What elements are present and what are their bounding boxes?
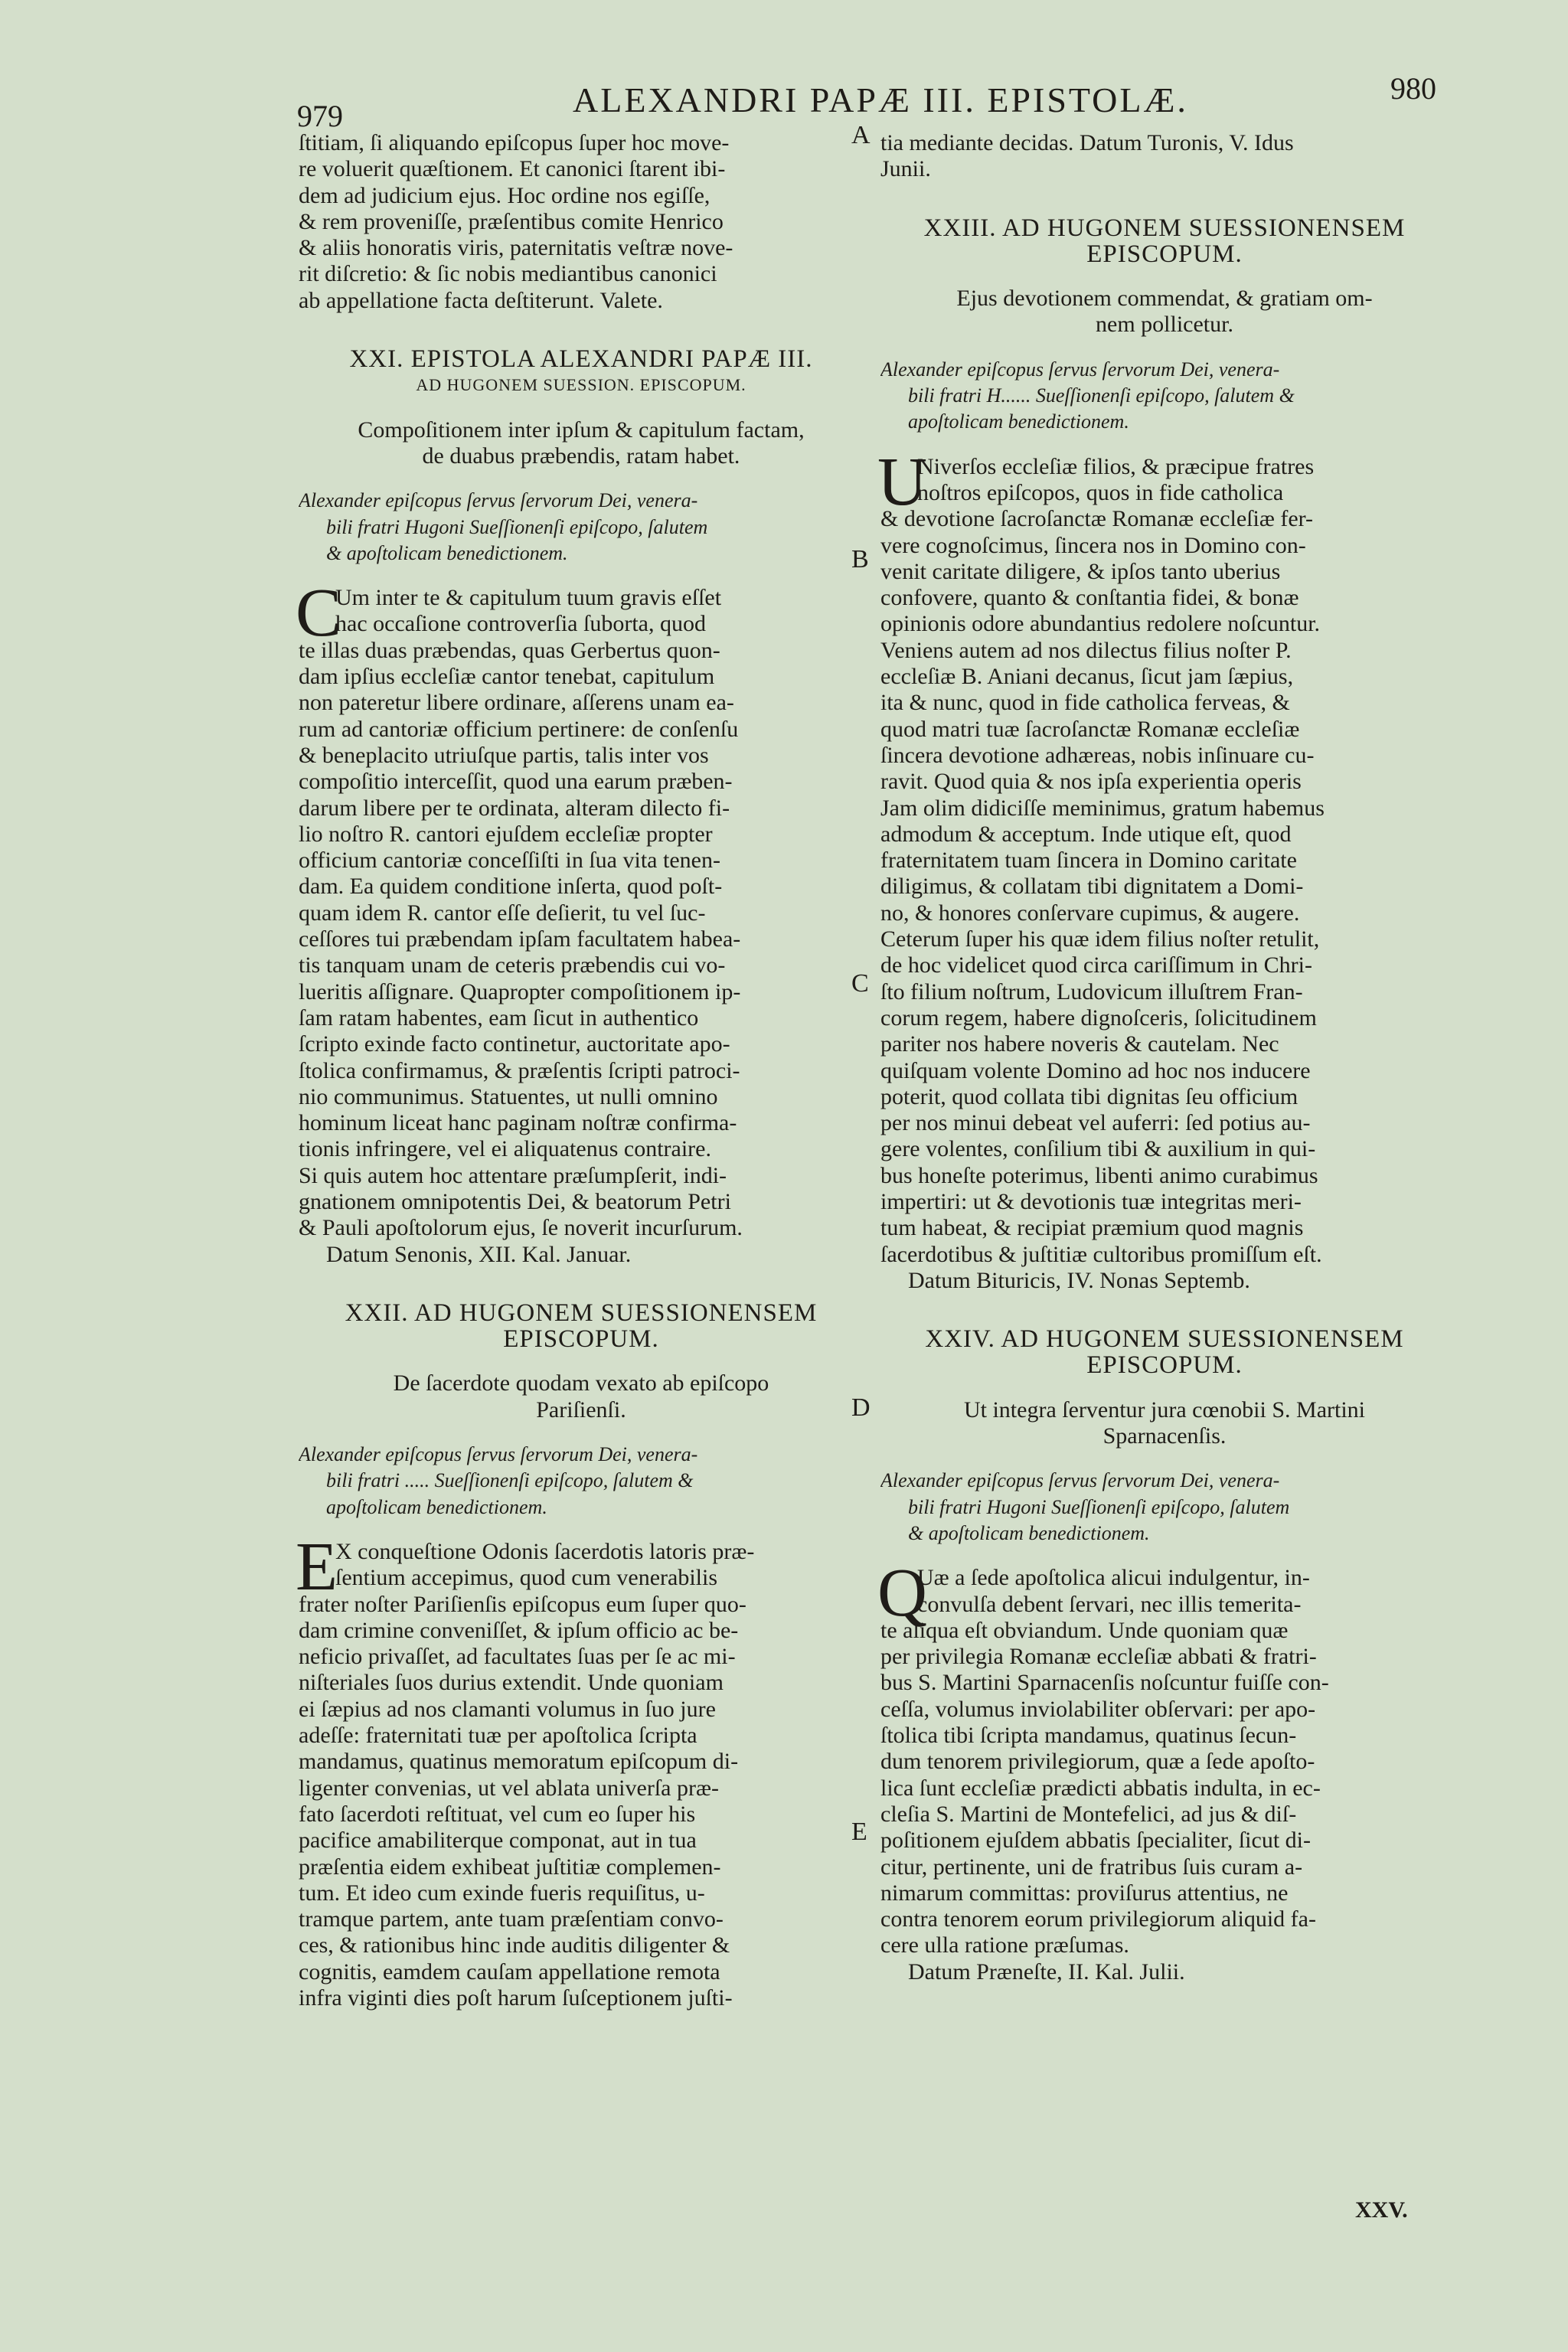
- letter-xxi: [296, 346, 864, 1268]
- text-line: admodum & acceptum. Inde utique eſt, quod: [880, 821, 1292, 847]
- text-line: & aliis honoratis viris, paternitatis veſtræ nove-: [299, 235, 733, 261]
- running-title: ALEXANDRI PAPÆ III. EPISTOLÆ.: [573, 80, 1188, 119]
- salutation: & apoſtolicam benedictionem.: [326, 541, 568, 564]
- text-line: ei ſæpius ad nos clamanti volumus in ſuo jure: [299, 1696, 716, 1722]
- text-line: nimarum committas: proviſurus attentius, ne: [880, 1880, 1289, 1906]
- text-line: te aliqua eſt obviandum. Unde quoniam quæ: [880, 1617, 1289, 1643]
- salutation: Alexander epiſcopus ſervus ſervorum Dei, venera-: [299, 489, 698, 512]
- text-line: convulſa debent ſervari, nec illis temerita-: [917, 1591, 1302, 1617]
- text-line: ſto filium noſtrum, Ludovicum illuſtrem Fran-: [880, 978, 1303, 1004]
- text-line: gnationem omnipotentis Dei, & beatorum Petri: [299, 1188, 731, 1214]
- text-line: dam ipſius eccleſiæ cantor tenebat, capitulum: [299, 664, 715, 690]
- text-line: eccleſiæ B. Aniani decanus, ſicut jam ſæpius,: [880, 664, 1294, 690]
- text-line: pariter nos habere noveris & cautelam. Nec: [880, 1031, 1279, 1057]
- continued-text: [880, 130, 1449, 183]
- text-line: X conqueſtione Odonis ſacerdotis latoris præ-: [335, 1538, 755, 1564]
- text-line: præſentia eidem exhibeat juſtitiæ complemen-: [299, 1854, 721, 1880]
- text-line: bus S. Martini Sparnacenſis noſcuntur fuiſſe con-: [880, 1670, 1329, 1696]
- margin-letter-c: C: [851, 969, 869, 998]
- salutation: Alexander epiſcopus ſervus ſervorum Dei, venera-: [880, 1469, 1280, 1492]
- text-line: bus honeſte poterimus, libenti animo curabimus: [880, 1162, 1318, 1188]
- text-line: ceſſa, volumus inviolabiliter obſervari: per apo-: [880, 1696, 1316, 1722]
- text-line: & Pauli apoſtolorum ejus, ſe noverit incurſurum.: [299, 1215, 743, 1241]
- margin-letter-e: E: [851, 1818, 867, 1846]
- text-line: re voluerit quæſtionem. Et canonici ſtarent ibi-: [299, 156, 726, 182]
- text-line: cleſia S. Martini de Montefelici, ad jus & diſ-: [880, 1801, 1297, 1827]
- text-line: & rem proveniſſe, præſentibus comite Henrico: [299, 208, 724, 234]
- text-line: ſtitiam, ſi aliquando epiſcopus ſuper hoc move-: [299, 130, 730, 155]
- text-line: lio noſtro R. cantori ejuſdem eccleſiæ propter: [299, 821, 713, 847]
- letter-subtitle: EPISCOPUM.: [1086, 1352, 1243, 1379]
- letter-summary: nem pollicetur.: [1096, 312, 1233, 338]
- letter-body: [296, 575, 864, 1268]
- text-line: lica ſunt eccleſiæ prædicti abbatis indulta, in ec-: [880, 1775, 1321, 1801]
- salutation: & apoſtolicam benedictionem.: [908, 1521, 1150, 1544]
- letter-subtitle: EPISCOPUM.: [1086, 240, 1243, 268]
- text-line: darum libere per te ordinata, alteram dilecto fi-: [299, 795, 730, 821]
- text-line: vere cognoſcimus, ſincera nos in Domino con-: [880, 532, 1306, 558]
- datum-line: Datum Bituricis, IV. Nonas Septemb.: [908, 1267, 1250, 1293]
- text-line: ab appellatione facta deſtiterunt. Valete.: [299, 287, 663, 313]
- text-line: Um inter te & capitulum tuum gravis eſſet: [335, 585, 722, 611]
- margin-letter-a: A: [851, 121, 871, 149]
- text-line: tis tanquam unam de ceteris præbendis cui vo-: [299, 952, 726, 978]
- letter-summary: de duabus præbendis, ratam habet.: [422, 443, 740, 469]
- salutation: bili fratri Hugoni Sueſſionenſi epiſcopo, ſalutem: [908, 1495, 1290, 1518]
- text-line: ſam ratam habentes, eam ſicut in authentico: [299, 1004, 699, 1031]
- text-line: ſacerdotibus & juſtitiæ cultoribus promiſſum eſt.: [880, 1241, 1322, 1267]
- text-line: de hoc videlicet quod circa cariſſimum in Chri-: [880, 952, 1312, 978]
- text-line: poſitionem ejuſdem abbatis ſpecialiter, ſicut di-: [880, 1828, 1311, 1854]
- letter-xxiv: [877, 1326, 1449, 1985]
- text-line: cere ulla ratione præſumas.: [880, 1932, 1129, 1958]
- text-line: ligenter convenias, ut vel ablata univerſa præ-: [299, 1775, 719, 1801]
- text-line: opinionis odore abundantius redolere noſcuntur.: [880, 611, 1321, 637]
- letter-body: [877, 443, 1449, 1295]
- text-line: citur, pertinente, uni de fratribus ſuis curam a-: [880, 1854, 1303, 1880]
- letter-title: XXIII. AD HUGONEM SUESSIONENSEM: [923, 214, 1406, 241]
- letter-summary: Sparnacenſis.: [1102, 1423, 1227, 1449]
- text-line: diligimus, & collatam tibi dignitatem a Domi-: [880, 874, 1304, 900]
- text-line: fato ſacerdoti reſtituat, vel cum eo ſuper his: [299, 1801, 696, 1827]
- text-line: neficio privaſſet, ad facultates ſuas per ſe ac mi-: [299, 1644, 736, 1670]
- text-line: Niverſos eccleſiæ filios, & præcipue fratres: [917, 453, 1315, 479]
- text-line: gere volentes, conſilium tibi & auxilium in qui-: [880, 1136, 1316, 1162]
- text-line: rum ad cantoriæ officium pertinere: de conſenſu: [299, 716, 739, 742]
- margin-letter-d: D: [851, 1393, 871, 1422]
- text-line: te illas duas præbendas, quas Gerbertus quon-: [299, 637, 720, 663]
- salutation: Alexander epiſcopus ſervus ſervorum Dei, venera-: [299, 1443, 698, 1466]
- text-line: tum habeat, & recipiat præmium quod magnis: [880, 1215, 1304, 1241]
- text-line: dem ad judicium ejus. Hoc ordine nos egiſſe,: [299, 182, 710, 208]
- text-line: infra viginti dies poſt harum ſuſceptionem juſti-: [299, 1985, 733, 2011]
- text-line: ſincera devotione adhæreas, nobis inſinuare cu-: [880, 742, 1315, 768]
- text-line: per nos minui debeat vel auferri: ſed potius au-: [880, 1110, 1311, 1136]
- text-line: Ceterum ſuper his quæ idem filius noſter retulit,: [880, 926, 1320, 952]
- text-line: tia mediante decidas. Datum Turonis, V. Idus: [880, 130, 1294, 155]
- text-line: fraternitatem tuam ſincera in Domino caritate: [880, 848, 1297, 874]
- text-line: cognitis, eamdem cauſam appellatione remota: [299, 1958, 720, 1984]
- text-line: mandamus, quatinus memoratum epiſcopum di-: [299, 1749, 739, 1775]
- text-line: Si quis autem hoc attentare præſumpſerit, indi-: [299, 1162, 727, 1188]
- text-line: rit diſcretio: & ſic nobis mediantibus canonici: [299, 261, 717, 287]
- text-line: hominum liceat hanc paginam noſtræ confirma-: [299, 1110, 737, 1136]
- text-line: Veniens autem ad nos dilectus filius noſter P.: [880, 637, 1292, 663]
- text-line: poterit, quod collata tibi dignitas ſeu officium: [880, 1083, 1298, 1109]
- text-line: & devotione ſacroſanctæ Romanæ eccleſiæ fer-: [880, 506, 1314, 532]
- text-line: nio communimus. Statuentes, ut nulli omnino: [299, 1083, 718, 1109]
- drop-cap: E: [296, 1528, 338, 1605]
- salutation: apoſtolicam benedictionem.: [326, 1495, 547, 1518]
- letter-title: XXIV. AD HUGONEM SUESSIONENSEM: [925, 1326, 1404, 1353]
- text-line: noſtros epiſcopos, quos in fide catholica: [917, 479, 1284, 505]
- salutation: bili fratri Hugoni Sueſſionenſi epiſcopo, ſalutem: [326, 515, 708, 538]
- letter-summary: Pariſienſi.: [536, 1396, 626, 1423]
- text-line: impertiri: ut & devotionis tuæ integritas meri-: [880, 1188, 1302, 1214]
- text-line: quod matri tuæ ſacroſanctæ Romanæ eccleſiæ: [880, 716, 1300, 742]
- text-line: Jam olim didiciſſe meminimus, gratum habemus: [880, 795, 1325, 821]
- text-line: ces, & rationibus hinc inde auditis diligenter &: [299, 1932, 730, 1958]
- text-line: quam idem R. cantor eſſe deſierit, tu vel ſuc-: [299, 900, 706, 926]
- text-line: Uæ a ſede apoſtolica alicui indulgentur, in-: [917, 1565, 1310, 1591]
- letter-xxiii: [877, 214, 1449, 1295]
- text-line: corum regem, habere dignoſceris, ſolicitudinem: [880, 1004, 1317, 1031]
- text-line: & beneplacito utriuſque partis, talis inter vos: [299, 742, 709, 768]
- catchword: XXV.: [1355, 2197, 1408, 2223]
- letter-summary: Ejus devotionem commendat, & gratiam om-: [956, 286, 1373, 312]
- letter-subtitle: AD HUGONEM SUESSION. EPISCOPUM.: [416, 375, 746, 395]
- text-line: pacifice amabiliterque componat, aut in tua: [299, 1828, 697, 1854]
- text-line: officium cantoriæ conceſſiſti in ſua vita tenen-: [299, 848, 720, 874]
- letter-summary: Ut integra ſerventur jura cœnobii S. Martini: [963, 1396, 1366, 1423]
- text-line: quiſquam volente Domino ad hoc nos inducere: [880, 1057, 1311, 1083]
- text-line: ſcripto exinde facto continetur, auctoritate apo-: [299, 1031, 730, 1057]
- text-line: no, & honores conſervare cupimus, & augere.: [880, 900, 1300, 926]
- letter-title: XXII. AD HUGONEM SUESSIONENSEM: [345, 1299, 818, 1327]
- letter-xxii: [296, 1299, 864, 2011]
- drop-cap: Q: [877, 1555, 927, 1632]
- margin-letter-b: B: [851, 545, 869, 573]
- text-line: dum tenorem privilegiorum, quæ a ſede apoſto-: [880, 1749, 1315, 1775]
- text-line: ita & nunc, quod in fide catholica ferveas, &: [880, 690, 1290, 716]
- text-line: ſtolica tibi ſcripta mandamus, quatinus ſecun-: [880, 1723, 1297, 1749]
- text-line: hac occaſione controverſia ſuborta, quod: [335, 611, 706, 637]
- letter-body: [877, 1555, 1449, 1985]
- text-line: lueritis aſſignare. Quapropter compoſitionem ip-: [299, 978, 741, 1004]
- text-line: confovere, quanto & conſtantia fidei, & bonæ: [880, 585, 1299, 611]
- text-line: ſtolica confirmamus, & præſentis ſcripti patroci-: [299, 1057, 740, 1083]
- letter-title: XXI. EPISTOLA ALEXANDRI PAPÆ III.: [349, 346, 813, 373]
- text-line: ceſſores tui præbendam ipſam facultatem habea-: [299, 926, 741, 952]
- datum-line: Datum Senonis, XII. Kal. Januar.: [326, 1241, 632, 1267]
- letter-body: [296, 1528, 864, 2011]
- text-line: per privilegia Romanæ eccleſiæ abbati & fratri-: [880, 1644, 1317, 1670]
- salutation: apoſtolicam benedictionem.: [908, 410, 1129, 433]
- text-line: adeſſe: fraternitati tuæ per apoſtolica ſcripta: [299, 1723, 697, 1749]
- text-line: tionis infringere, vel ei aliquatenus contraire.: [299, 1136, 711, 1162]
- drop-cap: U: [877, 443, 927, 520]
- letter-summary: De ſacerdote quodam vexato ab epiſcopo: [393, 1370, 769, 1396]
- text-line: ravit. Quod quia & nos ipſa experientia operis: [880, 769, 1302, 795]
- letter-summary: Compoſitionem inter ipſum & capitulum factam,: [358, 416, 805, 443]
- drop-cap: C: [296, 575, 342, 652]
- salutation: bili fratri H...... Sueſſionenſi epiſcopo, ſalutem &: [908, 384, 1295, 407]
- continued-text: [299, 130, 864, 314]
- text-line: non pateretur libere ordinare, aſſerens unam ea-: [299, 690, 734, 716]
- datum-line: Datum Præneſte, II. Kal. Julii.: [908, 1958, 1185, 1984]
- salutation: bili fratri ..... Sueſſionenſi epiſcopo, ſalutem &: [326, 1469, 694, 1492]
- letter-subtitle: EPISCOPUM.: [503, 1326, 659, 1353]
- text-line: contra tenorem eorum privilegiorum aliquid fa-: [880, 1906, 1316, 1932]
- text-line: venit caritate diligere, & ipſos tanto uberius: [880, 558, 1281, 584]
- text-line: tramque partem, ante tuam præſentiam convo-: [299, 1906, 724, 1932]
- text-line: tum. Et ideo cum exinde fueris requiſitus, u-: [299, 1880, 705, 1906]
- text-line: niſteriales ſuos durius extendit. Unde quoniam: [299, 1670, 724, 1696]
- text-line: frater noſter Pariſienſis epiſcopus eum ſuper quo-: [299, 1591, 746, 1617]
- right-column: [877, 130, 1449, 1985]
- left-column: [296, 130, 864, 2011]
- text-line: Junii.: [880, 156, 931, 182]
- salutation: Alexander epiſcopus ſervus ſervorum Dei, venera-: [880, 358, 1280, 381]
- text-line: ſentium accepimus, quod cum venerabilis: [335, 1565, 718, 1591]
- page-number-right: 980: [1390, 71, 1436, 106]
- text-line: dam. Ea quidem conditione inſerta, quod poſt-: [299, 874, 723, 900]
- page-number-left: 979: [297, 99, 343, 133]
- text-line: compoſitio interceſſit, quod una earum præben-: [299, 769, 733, 795]
- text-line: dam crimine conveniſſet, & ipſum officio ac be-: [299, 1617, 739, 1643]
